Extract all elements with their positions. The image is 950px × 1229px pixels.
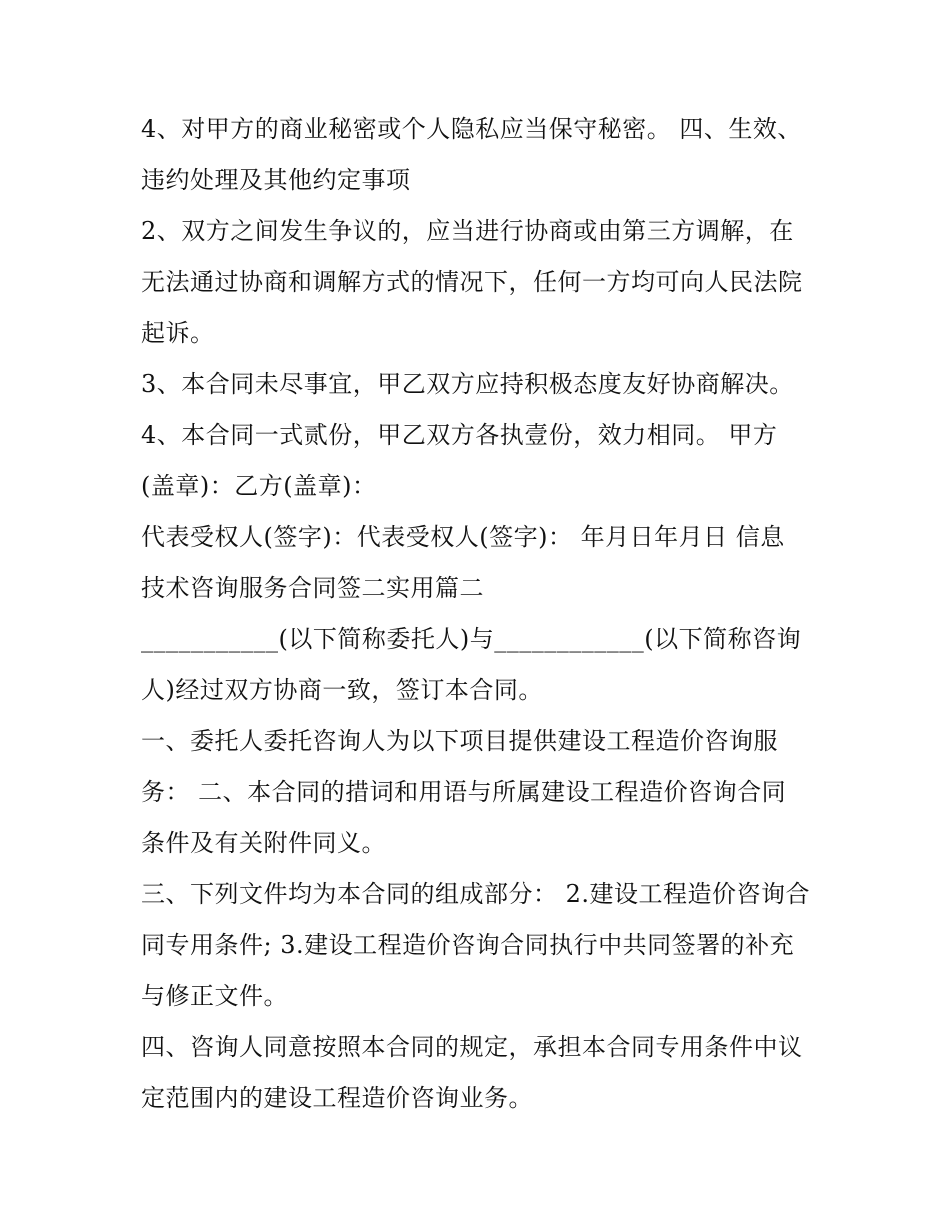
text-line: 技术咨询服务合同签二实用篇二 xyxy=(141,574,484,602)
text-line: 代表受权人(签字)：代表受权人(签字)： 年月日年月日 信息 xyxy=(141,523,785,551)
text-line: 起诉。 xyxy=(141,319,215,347)
text-line: 无法通过协商和调解方式的情况下，任何一方均可向人民法院 xyxy=(141,268,803,296)
text-line: 3、本合同未尽事宜，甲乙双方应持积极态度友好协商解决。 xyxy=(141,370,794,398)
text-line: 一、委托人委托咨询人为以下项目提供建设工程造价咨询服 xyxy=(141,727,778,755)
text-line: 违约处理及其他约定事项 xyxy=(141,166,411,194)
text-line: 与修正文件。 xyxy=(141,982,288,1010)
text-line: 四、咨询人同意按照本合同的规定，承担本合同专用条件中议 xyxy=(141,1033,803,1061)
text-line: 同专用条件; 3.建设工程造价咨询合同执行中共同签署的补充 xyxy=(141,931,795,959)
text-line: 定范围内的建设工程造价咨询业务。 xyxy=(141,1084,533,1112)
text-line: (盖章)：乙方(盖章)： xyxy=(141,472,377,500)
text-line: ___________(以下简称委托人)与____________(以下简称咨询 xyxy=(141,625,802,653)
text-line: 4、对甲方的商业秘密或个人隐私应当保守秘密。 四、生效、 xyxy=(141,115,802,143)
text-line: 4、本合同一式贰份，甲乙双方各执壹份，效力相同。 甲方 xyxy=(141,421,778,449)
text-line: 条件及有关附件同义。 xyxy=(141,829,386,857)
document-body xyxy=(141,104,821,1124)
text-line: 2、双方之间发生争议的，应当进行协商或由第三方调解，在 xyxy=(141,217,794,245)
text-line: 务： 二、本合同的措词和用语与所属建设工程造价咨询合同 xyxy=(141,778,787,806)
text-line: 人)经过双方协商一致，签订本合同。 xyxy=(141,676,543,704)
text-line: 三、下列文件均为本合同的组成部分： 2.建设工程造价咨询合 xyxy=(141,880,811,908)
